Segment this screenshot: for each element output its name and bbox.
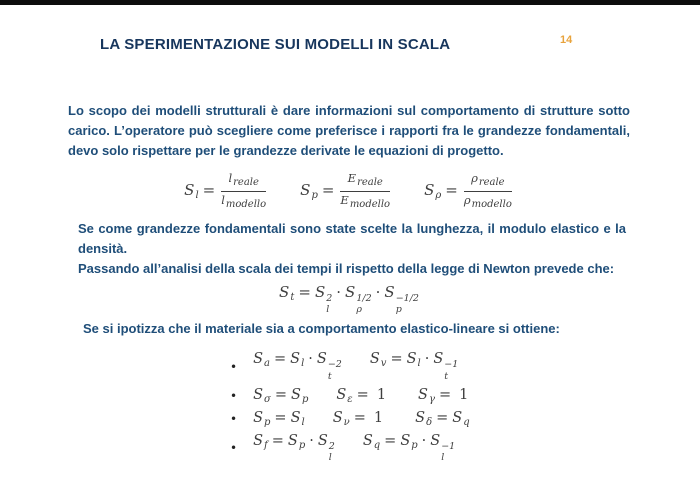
math-symbol: ρmodello [463, 192, 512, 210]
math-symbol: $S_l$ [184, 181, 199, 202]
math-symbol: $S_v$ [369, 351, 387, 370]
bullet-formula-row [230, 410, 630, 428]
equation: $S_v = S_l \cdot S$ −1 t [369, 351, 459, 382]
equation: $S_\sigma = S_p$ [253, 386, 309, 405]
scale-relations-bullet-list [68, 351, 630, 464]
math-symbol: $S_l$ [406, 351, 421, 370]
bullet-formula-row [230, 433, 630, 464]
equation: $S_p$ = $\frac{\text{Ereale}}{\text{Emodello}}$ [300, 171, 391, 210]
math-symbol: S −1 l [430, 432, 456, 464]
math-symbol: $S_\rho$ [424, 181, 442, 202]
equation: $S_\varepsilon = 1$ [336, 386, 387, 405]
math-symbol: S −1 t [433, 351, 459, 382]
fraction [340, 171, 390, 211]
top-border-bar [0, 0, 700, 5]
math-symbol: $S_\gamma$ [418, 386, 435, 405]
bullet-formula-row [230, 387, 630, 405]
slide-header [100, 36, 660, 53]
page-title: LA SPERIMENTAZIONE SUI MODELLI IN SCALA [100, 36, 451, 53]
page-number: 14 [560, 34, 573, 46]
equation: $S_p = S_l$ [253, 409, 305, 428]
math-symbol: $S_l$ [290, 351, 305, 370]
math-symbol: $S_q$ [362, 432, 381, 451]
bullet-formula-row [230, 351, 630, 382]
bullet-icon: • [230, 388, 238, 403]
math-symbol: $S_p$ [300, 181, 318, 202]
math-symbol: $S_\varepsilon$ [336, 386, 353, 405]
math-symbol: $S_a$ [253, 351, 270, 370]
equation: $S_\rho$ = $\frac{\text{ρreale}}{\text{ρmodello}}$ [424, 171, 512, 210]
math-symbol: $S_l$ [290, 409, 305, 428]
bullet-icon: • [230, 411, 238, 426]
math-symbol: S −1/2 p [384, 282, 419, 316]
time-scale-formula [68, 282, 630, 316]
math-symbol: $S_\nu$ [332, 409, 350, 428]
equation: $S_q = S_p \cdot S$ −1 l [362, 432, 456, 464]
math-symbol: ρreale [471, 171, 505, 189]
math-symbol: S 1/2 ρ [345, 282, 372, 316]
elastic-linear-paragraph: Se si ipotizza che il materiale sia a comportamento elastico-lineare si ottiene: [83, 321, 560, 337]
math-symbol: S 2 l [317, 432, 335, 464]
math-symbol: $S_p$ [253, 409, 271, 428]
math-symbol: $S_p$ [400, 432, 418, 451]
bullet-icon: • [230, 441, 238, 456]
intro-paragraph: Lo scopo dei modelli strutturali è dare informazioni sul comportamento di strutture sotto carico. L’operatore può scegliere come preferisce i rapporti fra le grandezze fondamentali, devo solo rispettare per le grandezze derivate le equazioni di progetto. [68, 103, 630, 159]
math-symbol: $S_\delta$ [415, 409, 433, 428]
equation: $S_a = S_l \cdot S$ −2 t [253, 351, 342, 382]
math-symbol: $S_f$ [253, 432, 268, 451]
equation: $S_\delta = S_q$ [415, 409, 470, 428]
math-symbol: $S_q$ [452, 409, 470, 428]
scale-definitions-formula [68, 170, 630, 212]
bullet-icon: • [230, 359, 238, 374]
math-symbol: $S_t$ [279, 282, 295, 303]
fraction [464, 171, 512, 211]
slide-content [68, 101, 630, 469]
math-symbol: S −2 t [316, 351, 342, 382]
math-symbol: Ereale [347, 171, 383, 189]
math-symbol: $S_p$ [287, 432, 306, 451]
fundamental-quantities-paragraph: Se come grandezze fondamentali sono state scelte la lunghezza, il modulo elastico e la densità. [78, 221, 626, 257]
equation: $S_\nu = 1$ [332, 409, 384, 428]
fraction [221, 171, 266, 211]
math-symbol: Emodello [340, 192, 391, 210]
math-symbol: $S_p$ [291, 386, 309, 405]
equation: $S_t = S$ 2 l · S 1/2 ρ · S −1/2 p [279, 282, 419, 316]
math-symbol: $S_\sigma$ [253, 386, 271, 405]
newton-law-paragraph: Passando all’analisi della scala dei tempi il rispetto della legge di Newton prevede che: [78, 261, 615, 277]
equation: $S_f = S_p \cdot S$ 2 l [253, 432, 335, 464]
math-symbol: lmodello [221, 192, 267, 210]
math-symbol: S 2 l [314, 282, 333, 316]
equation: $S_l$ = $\frac{\text{lreale}}{\text{lmodello}}$ [184, 171, 267, 210]
equation: $S_\gamma = 1$ [418, 386, 469, 405]
middle-text-block [78, 219, 626, 279]
math-symbol: lreale [228, 171, 259, 189]
